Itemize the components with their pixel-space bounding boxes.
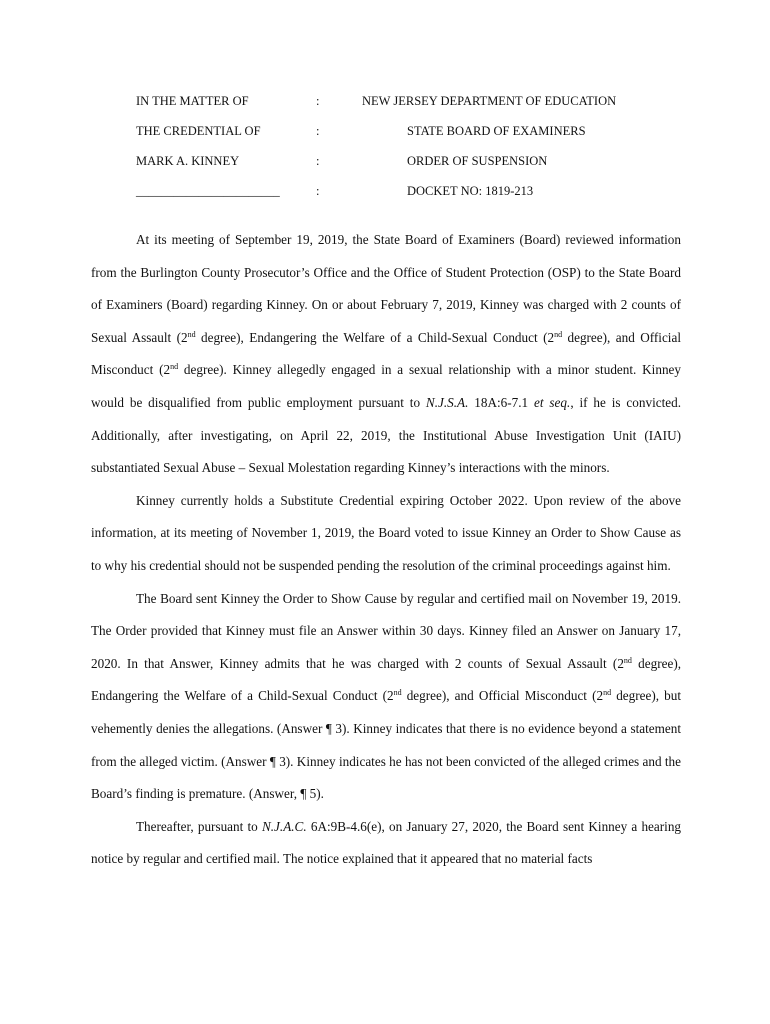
caption-colon: : (316, 154, 320, 168)
paragraph-3-text-a: The Board sent Kinney the Order to Show Cause by regular and certified mail on November 19, 2019. The Order provided that Kinney must file an Answer within 30 days. Kinney filed an Answer on January 17, 2020. In that Answer, Kinney admits that he was charged with 2 counts of Sexual Assault (2 (91, 590, 681, 671)
paragraph-2: Kinney currently holds a Substitute Credential expiring October 2022. Upon review of the above information, at its meeting of November 1, 2019, the Board voted to issue Kinney an Order to Show Cause as to why his credential should not be suspended pending the resolution of the criminal proceedings against him. (91, 492, 681, 573)
regulation-citation: N.J.A.C. (261, 818, 307, 834)
caption-underline: _______________________ (136, 184, 280, 198)
ordinal-superscript: nd (603, 688, 612, 698)
paragraph-3 (91, 583, 681, 811)
caption-order-title: ORDER OF SUSPENSION (407, 154, 548, 168)
caption-docket-number: DOCKET NO: 1819-213 (407, 184, 534, 198)
caption-board: STATE BOARD OF EXAMINERS (407, 124, 586, 138)
paragraph-1-text-a: At its meeting of September 19, 2019, the State Board of Examiners (Board) reviewed information from the Burlington County Prosecutor’s Office and the Office of Student Protection (OSP) to the State Board of Examiners (Board) regarding Kinney. On or about February 7, 2019, Kinney was charged with 2 counts of Sexual Assault (2 (91, 232, 681, 345)
paragraph-1-text-e: 18A:6-7.1 (468, 394, 535, 410)
caption-row-4 (0, 184, 770, 204)
caption-respondent: MARK A. KINNEY (136, 154, 240, 168)
statute-citation: N.J.S.A. (425, 394, 469, 410)
paragraph-1 (91, 224, 681, 485)
caption-colon: : (316, 94, 320, 108)
caption-row-1 (0, 94, 770, 114)
caption-left: THE CREDENTIAL OF (136, 124, 261, 138)
ordinal-superscript: nd (170, 362, 179, 372)
paragraph-4-text-b: 6A:9B-4.6(e), on January 27, 2020, the Board sent Kinney a hearing notice by regular and certified mail. The notice explained that it appeared that no material facts (91, 818, 682, 867)
paragraph-4-text-a: Thereafter, pursuant to (136, 818, 262, 834)
caption-colon: : (316, 124, 320, 138)
caption-agency: NEW JERSEY DEPARTMENT OF EDUCATION (362, 94, 617, 108)
paragraph-3-text-d: degree), but vehemently denies the allegations. (Answer ¶ 3). Kinney indicates that there is no evidence beyond a statement from the alleged victim. (Answer ¶ 3). Kinney indicates he has not been convicted of the alleged crimes and the Board’s finding is premature. (Answer, ¶ 5). (91, 688, 681, 802)
paragraph-1-text-f: , if he is convicted. Additionally, after investigating, on April 22, 2019, the Institutional Abuse Investigation Unit (IAIU) substantiated Sexual Abuse – Sexual Molestation regarding Kinney’s interactions with the minors. (91, 394, 681, 476)
ordinal-superscript: nd (393, 688, 402, 698)
ordinal-superscript: nd (554, 329, 563, 339)
paragraph-3-text-c: degree), and Official Misconduct (2 (401, 688, 604, 704)
paragraph-1-text-b: degree), Endangering the Welfare of a Child-Sexual Conduct (2 (195, 329, 555, 345)
caption-left: IN THE MATTER OF (136, 94, 249, 108)
paragraph-1-text-c: degree), and Official Misconduct (2 (91, 329, 681, 378)
ordinal-superscript: nd (187, 329, 196, 339)
paragraph-4 (91, 811, 681, 876)
order-body (91, 224, 681, 876)
caption-colon: : (316, 184, 320, 198)
paragraph-1-text-d: degree). Kinney allegedly engaged in a sexual relationship with a minor student. Kinney would be disqualified from public employment pursuant to (91, 362, 681, 410)
paragraph-3-text-b: degree), Endangering the Welfare of a Child-Sexual Conduct (2 (91, 655, 682, 704)
et-seq: et seq. (534, 394, 571, 410)
caption-row-2 (0, 124, 770, 144)
caption-row-3 (0, 154, 770, 174)
ordinal-superscript: nd (623, 655, 632, 665)
